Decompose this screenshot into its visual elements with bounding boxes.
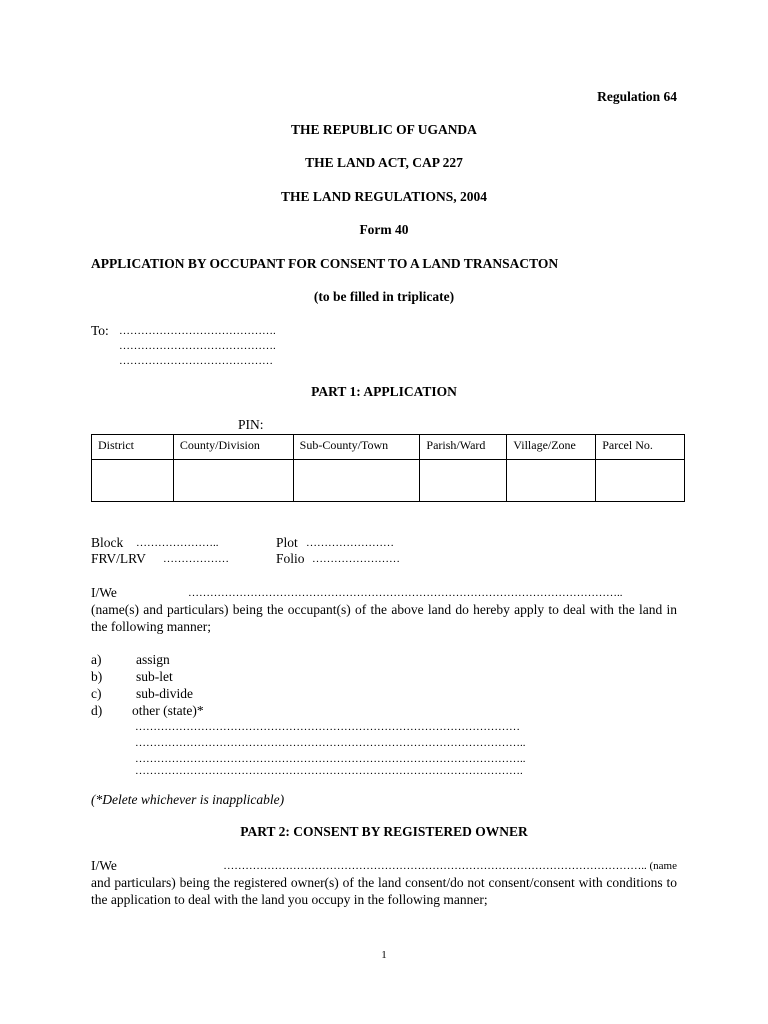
column-county-division: County/Division (173, 435, 293, 460)
other-line-1[interactable]: …………………………………………………………………………………………… (135, 721, 520, 733)
triplicate-note: (to be filled in triplicate) (313, 289, 455, 304)
parish-ward-entry-cell[interactable] (420, 460, 507, 502)
option-letter-d: d) (91, 703, 103, 718)
column-sub-county-town: Sub-County/Town (293, 435, 420, 460)
folio-field[interactable]: …………………… (312, 553, 400, 565)
column-parcel-no: Parcel No. (596, 435, 685, 460)
block-label: Block (91, 535, 124, 550)
frv-lrv-label: FRV/LRV (91, 551, 146, 566)
form-number: Form 40 (359, 222, 409, 237)
applicant-name-field[interactable]: ……………………………………………………………………………………………………….. (188, 587, 623, 599)
option-letter-b: b) (91, 669, 103, 684)
plot-label: Plot (276, 535, 298, 550)
other-line-2[interactable]: …………………………………………………………………………………………….. (135, 737, 526, 749)
other-line-4[interactable]: ……………………………………………………………………………………………. (135, 765, 523, 777)
village-zone-entry-cell[interactable] (507, 460, 596, 502)
frv-lrv-field[interactable]: ……………… (163, 553, 229, 565)
to-line-3: …………………………………… (119, 355, 273, 367)
other-line-3[interactable]: …………………………………………………………………………………………….. (135, 753, 526, 765)
parcel-no-entry-cell[interactable] (596, 460, 685, 502)
part2-title: PART 2: CONSENT BY REGISTERED OWNER (240, 824, 528, 839)
to-label: To: (91, 323, 109, 338)
part1-title: PART 1: APPLICATION (311, 384, 457, 399)
consent-statement: and particulars) being the registered owner(s) of the land consent/do not consent/consent with conditions to the application to deal with the land you occupy in the following manner; (91, 875, 677, 907)
district-entry-cell[interactable] (92, 460, 174, 502)
sub-county-town-entry-cell[interactable] (293, 460, 420, 502)
option-sub-divide[interactable]: sub-divide (136, 686, 193, 701)
column-district: District (92, 435, 174, 460)
plot-field[interactable]: …………………… (306, 537, 394, 549)
folio-label: Folio (276, 551, 305, 566)
owner-name-field[interactable]: …………………………………………………………………………………………………….. (name (223, 860, 677, 872)
delete-note: (*Delete whichever is inapplicable) (91, 792, 285, 807)
page-number: 1 (381, 949, 387, 961)
pin-table-entry-row (92, 460, 685, 502)
heading-republic: THE REPUBLIC OF UGANDA (291, 122, 477, 137)
form-title: APPLICATION BY OCCUPANT FOR CONSENT TO A LAND TRANSACTON (91, 256, 559, 271)
heading-land-act: THE LAND ACT, CAP 227 (305, 155, 463, 170)
block-field[interactable]: ………………….. (136, 537, 219, 549)
column-village-zone: Village/Zone (507, 435, 596, 460)
to-line-2: ……………………………………. (119, 340, 276, 352)
column-parish-ward: Parish/Ward (420, 435, 507, 460)
applicant-iwe-label: I/We (91, 585, 117, 600)
option-sub-let[interactable]: sub-let (136, 669, 173, 684)
owner-iwe-label: I/We (91, 858, 117, 873)
regulation-number: Regulation 64 (597, 89, 677, 104)
pin-table-header-row (92, 435, 685, 460)
to-line-1: ……………………………………. (119, 325, 276, 337)
application-statement: (name(s) and particulars) being the occupant(s) of the above land do hereby apply to deal with the land in the following manner; (91, 602, 677, 634)
heading-land-regulations: THE LAND REGULATIONS, 2004 (280, 189, 488, 204)
option-letter-a: a) (91, 652, 102, 667)
county-division-entry-cell[interactable] (173, 460, 293, 502)
option-other[interactable]: other (state)* (132, 703, 204, 718)
pin-label: PIN: (238, 417, 264, 432)
option-letter-c: c) (91, 686, 102, 701)
option-assign[interactable]: assign (136, 652, 170, 667)
pin-table (91, 434, 685, 502)
